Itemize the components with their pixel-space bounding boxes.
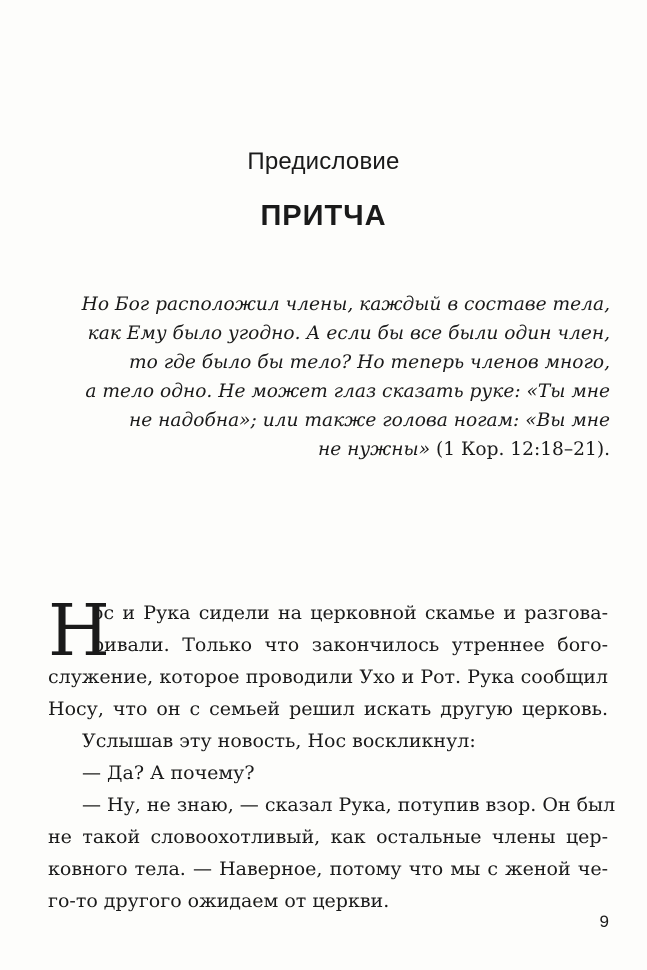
bible-reference: (1 Кор. 12:18–21). bbox=[430, 439, 610, 460]
paragraph-line: ос и Рука сидели на церковной скамье и разгова- bbox=[92, 602, 608, 624]
paragraph-line: го-то другого ожидаем от церкви. bbox=[48, 890, 390, 912]
paragraph-line: Услышав эту новость, Нос воскликнул: bbox=[82, 730, 476, 752]
paragraph-line: Носу, что он с семьей решил искать другую церковь. bbox=[48, 698, 608, 720]
dialogue-line: — Да? А почему? bbox=[82, 762, 255, 784]
dialogue-line: — Ну, не знаю, — сказал Рука, потупив взор. Он был bbox=[82, 794, 616, 816]
page-title: ПРИТЧА bbox=[260, 200, 387, 232]
epigraph-line: не надобна»; или также голова ногам: «Вы мне bbox=[129, 410, 610, 431]
epigraph-line: а тело одно. Не может глаз сказать руке: «Ты мне bbox=[85, 381, 610, 402]
paragraph-line: служение, которое проводили Ухо и Рот. Рука сообщил bbox=[48, 666, 608, 688]
epigraph-last-line bbox=[70, 435, 610, 464]
paragraph-line: не такой словоохотливый, как остальные члены цер- bbox=[48, 826, 608, 848]
epigraph-line: то где было бы тело? Но теперь членов много, bbox=[128, 352, 610, 373]
preface-label: Предисловие bbox=[247, 148, 400, 175]
epigraph-line: Но Бог расположил члены, каждый в составе тела, bbox=[81, 294, 610, 315]
epigraph bbox=[70, 290, 610, 464]
epigraph-line-italic: не нужны» bbox=[317, 439, 431, 460]
epigraph-line: как Ему было угодно. А если бы все были один член, bbox=[87, 323, 610, 344]
page-number: 9 bbox=[599, 912, 609, 931]
paragraph-line: ривали. Только что закончилось утреннее бого- bbox=[92, 634, 608, 656]
drop-cap: Н bbox=[48, 589, 110, 672]
body-text bbox=[48, 589, 616, 917]
paragraph-line: ковного тела. — Наверное, потому что мы с женой че- bbox=[48, 858, 608, 880]
